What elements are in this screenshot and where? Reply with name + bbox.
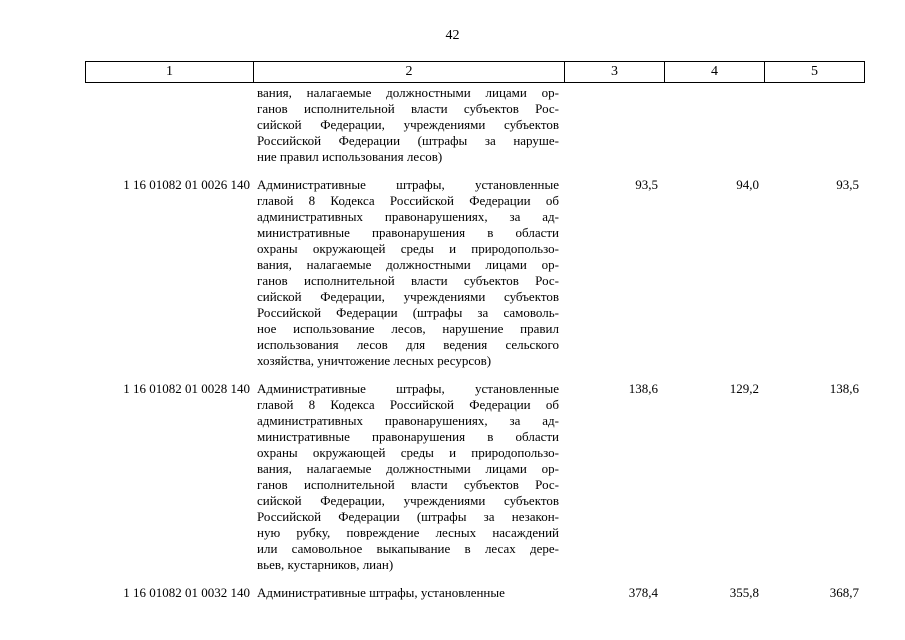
table-header — [85, 61, 865, 83]
description-line: ганов исполнительной власти субъектов Рос- — [257, 477, 559, 492]
header-col-3: 3 — [565, 62, 665, 82]
row-gap — [85, 165, 865, 177]
description-line: Российской Федерации (штрафы за незакон- — [257, 509, 559, 524]
description-line: Административные штрафы, установленные — [257, 381, 559, 396]
description-line: сийской Федерации, учреждениями субъектов — [257, 289, 559, 304]
header-col-5: 5 — [811, 64, 818, 79]
description-line: вания, налагаемые должностными лицами ор- — [257, 257, 559, 272]
header-col-4: 4 — [665, 62, 765, 82]
description-line: ние правил использования лесов) — [257, 149, 443, 164]
row-description — [257, 85, 559, 165]
table-row — [85, 585, 865, 601]
value-col-3: 93,5 — [635, 177, 658, 192]
header-col-1: 1 — [86, 62, 254, 82]
value-col-3: 378,4 — [628, 585, 658, 600]
description-line: сийской Федерации, учреждениями субъектов — [257, 493, 559, 508]
budget-code: 1 16 01082 01 0028 140 — [123, 381, 250, 396]
budget-code: 1 16 01082 01 0026 140 — [123, 177, 250, 192]
description-line: главой 8 Кодекса Российской Федерации об — [257, 397, 559, 412]
value-col-5: 368,7 — [829, 585, 859, 600]
row-gap — [85, 573, 865, 585]
description-line: сийской Федерации, учреждениями субъектов — [257, 117, 559, 132]
budget-code: 1 16 01082 01 0032 140 — [123, 585, 250, 600]
description-line: вьев, кустарников, лиан) — [257, 557, 394, 572]
description-line: ганов исполнительной власти субъектов Рос- — [257, 101, 559, 116]
description-line: охраны окружающей среды и природопользо- — [257, 445, 559, 460]
value-col-5: 138,6 — [829, 381, 859, 396]
table-row — [85, 85, 865, 165]
description-line: главой 8 Кодекса Российской Федерации об — [257, 193, 559, 208]
description-line: Российской Федерации (штрафы за самоволь- — [257, 305, 559, 320]
table-row — [85, 381, 865, 573]
page-number: 42 — [445, 28, 460, 43]
description-line: Российской Федерации (штрафы за наруше- — [257, 133, 559, 148]
description-line: или самовольное выкапывание в лесах дере- — [257, 541, 559, 556]
description-line: административных правонарушениях, за ад- — [257, 209, 559, 224]
row-description — [257, 381, 559, 573]
description-line: использования лесов для ведения сельского — [257, 337, 559, 352]
value-col-4: 129,2 — [729, 381, 759, 396]
description-line: охраны окружающей среды и природопользо- — [257, 241, 559, 256]
row-description — [257, 177, 559, 369]
value-col-4: 94,0 — [736, 177, 759, 192]
value-col-4: 355,8 — [729, 585, 759, 600]
value-col-3: 138,6 — [628, 381, 658, 396]
description-line: ное использование лесов, нарушение правил — [257, 321, 559, 336]
description-line: ганов исполнительной власти субъектов Рос- — [257, 273, 559, 288]
table-row — [85, 177, 865, 369]
description-line: министративные правонарушения в области — [257, 429, 559, 444]
row-gap — [85, 369, 865, 381]
description-line: вания, налагаемые должностными лицами ор- — [257, 85, 559, 100]
description-line: Административные штрафы, установленные — [257, 585, 505, 600]
description-line: ную рубку, повреждение лесных насаждений — [257, 525, 559, 540]
description-line: Административные штрафы, установленные — [257, 177, 559, 192]
description-line: министративные правонарушения в области — [257, 225, 559, 240]
description-line: хозяйства, уничтожение лесных ресурсов) — [257, 353, 492, 368]
value-col-5: 93,5 — [836, 177, 859, 192]
description-line: вания, налагаемые должностными лицами ор- — [257, 461, 559, 476]
table-body — [85, 85, 865, 601]
description-line: административных правонарушениях, за ад- — [257, 413, 559, 428]
header-col-2: 2 — [254, 62, 565, 82]
row-description — [257, 585, 559, 601]
